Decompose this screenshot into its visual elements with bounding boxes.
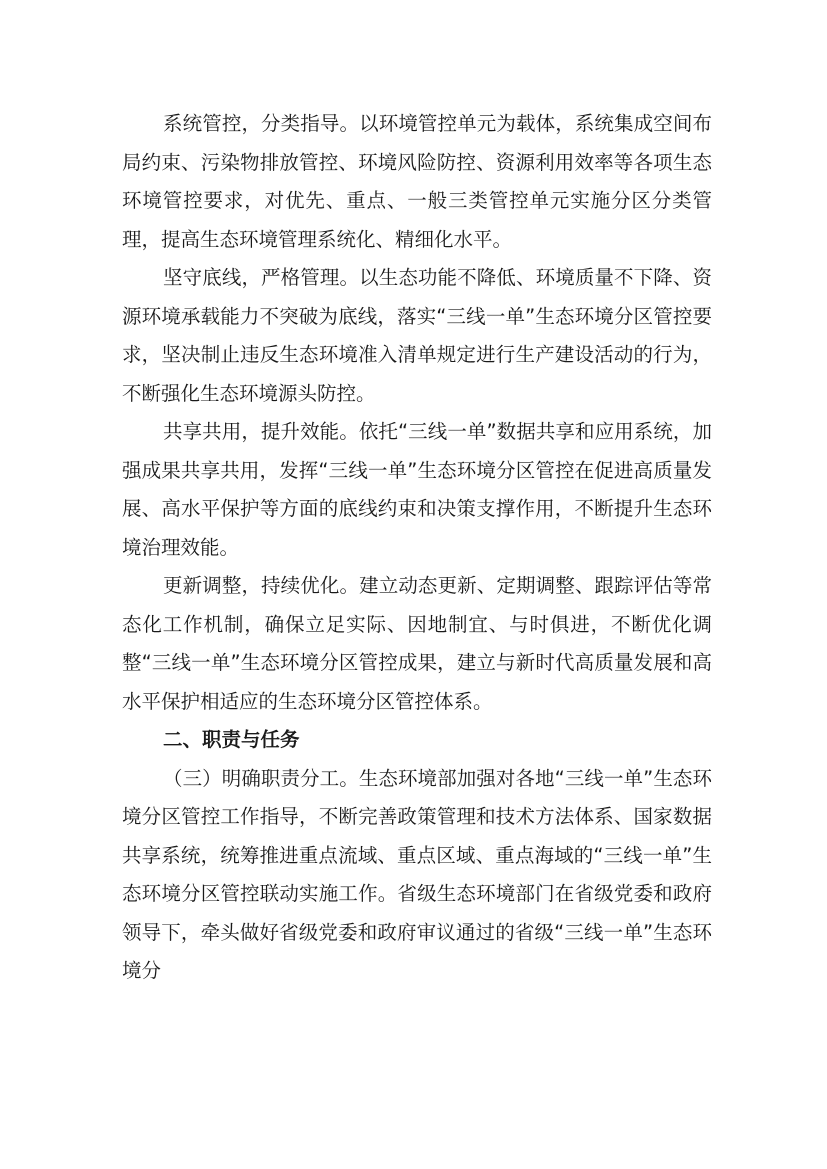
section-heading: 二、职责与任务 <box>163 728 300 751</box>
paragraph-system-control: 系统管控，分类指导。以环境管控单元为载体，系统集成空间布局约束、污染物排放管控、环境风险防控、资源利用效率等各项生态环境管控要求，对优先、重点、一般三类管控单元实施分区分类管理，提高生态环境管理系统化、精细化水平。 <box>122 112 712 251</box>
body-text <box>122 105 712 991</box>
paragraph-sharing: 共享共用，提升效能。依托“三线一单”数据共享和应用系统，加强成果共享共用，发挥“三线一单”生态环境分区管控在促进高质量发展、高水平保护等方面的底线约束和决策支撑作用，不断提升生态环境治理效能。 <box>122 420 712 559</box>
paragraph-bottom-line: 坚守底线，严格管理。以生态功能不降低、环境质量不下降、资源环境承载能力不突破为底线，落实“三线一单”生态环境分区管控要求，坚决制止违反生态环境准入清单规定进行生产建设活动的行为，不断强化生态环境源头防控。 <box>122 266 712 405</box>
paragraph-responsibilities: （三）明确职责分工。生态环境部加强对各地“三线一单”生态环境分区管控工作指导，不断完善政策管理和技术方法体系、国家数据共享系统，统筹推进重点流域、重点区域、重点海域的“三线一单”生态环境分区管控联动实施工作。省级生态环境部门在省级党委和政府领导下，牵头做好省级党委和政府审议通过的省级“三线一单”生态环境分 <box>122 766 712 982</box>
paragraph-update: 更新调整，持续优化。建立动态更新、定期调整、跟踪评估等常态化工作机制，确保立足实际、因地制宜、与时俱进，不断优化调整“三线一单”生态环境分区管控成果，建立与新时代高质量发展和高水平保护相适应的生态环境分区管控体系。 <box>122 574 712 713</box>
